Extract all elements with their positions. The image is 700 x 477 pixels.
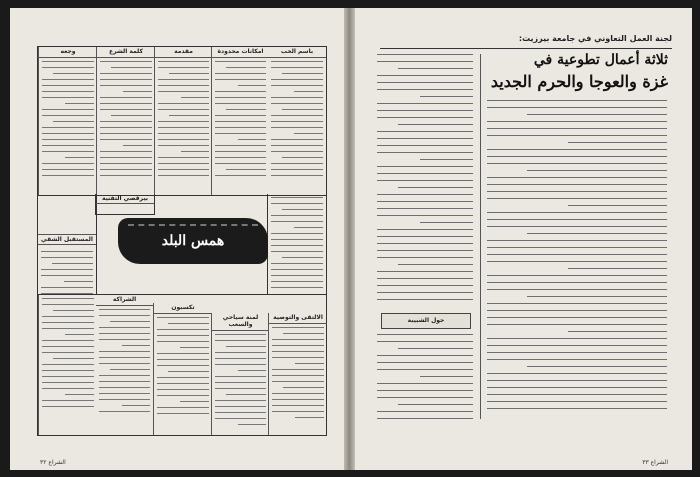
section-subhead: بيرقصي التفنية [96,194,154,204]
bottom-column-3 [211,313,269,435]
article-kicker: لجنة العمل التعاوني في جامعة بيرزيت: [518,34,672,43]
column-title: لمنة سياحي والسعب [212,313,269,331]
column-title: مقدمة [155,47,212,58]
article-headline-line2: غزة والعوجا والحرم الجديد [490,72,668,91]
left-column-2 [211,47,269,195]
right-article-column-left-bottom [377,334,473,422]
kicker-rule [380,48,672,49]
left-mid-right-block [267,194,327,295]
column-title: باسم الحب [268,47,326,58]
left-column-5 [38,47,97,195]
article-headline-line1: ثلاثة أعمال تطوعية في [533,52,668,68]
left-mid-left-block [37,194,97,295]
left-column-4 [96,47,155,195]
bottom-column-1 [96,295,153,435]
bottom-column-4 [268,313,327,435]
hams-al-balad-banner [118,218,268,264]
page-number: الشراع ٣٣ [642,459,668,466]
left-page [10,8,344,470]
left-column-3 [154,47,212,195]
page-number: الشراع ٣٢ [40,459,66,466]
column-title: امكانات محدودة [212,47,269,58]
right-article-column-right [487,100,667,420]
section-subhead: المستقبل الشقي [38,234,96,245]
left-column-1 [268,47,326,195]
bottom-column-2 [153,303,212,435]
book-gutter [344,8,355,470]
column-title: الالتقى والتوصية [269,313,327,324]
column-title: تكسبون [154,303,212,314]
right-article-column-left [377,54,473,309]
left-mid-center-subblock [95,194,155,215]
banner-ornament [128,224,258,236]
left-top-grid [37,46,327,196]
column-title: كلمة الشرع [97,47,155,58]
left-bottom-grid [37,294,327,436]
column-title: وجعه [39,47,97,58]
column-divider [480,54,481,419]
banner-title: همس البلد [161,233,225,249]
article-subhead: حول الشبيبة [381,313,471,329]
magazine-spread [10,8,692,470]
bottom-column-0 [38,295,97,435]
column-title: الشراكة [96,295,153,306]
right-page [355,8,692,470]
